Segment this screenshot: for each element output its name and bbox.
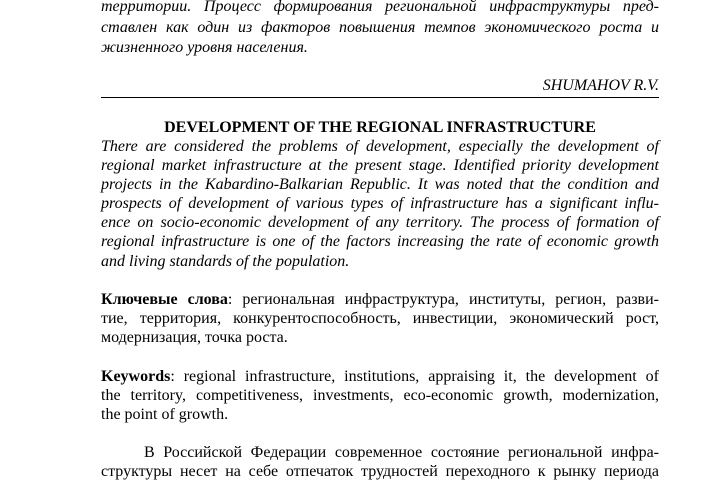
abstract-line-1: There are considered the problems of development, especially the development of (101, 138, 659, 155)
abstract-line-5: ence on socio-economic development of any territory. The process of formation of (101, 214, 659, 231)
top-paragraph-line-2: ставлен как один из факторов повышения темпов экономического роста и (101, 19, 659, 36)
abstract-line-6: regional infrastructure is one of the factors increasing the rate of economic growth (101, 233, 659, 250)
abstract-line-2: regional market infrastructure at the present stage. Identified priority development (101, 157, 659, 174)
keywords-ru-line-1 (101, 290, 659, 309)
keywords-en-text: : regional infrastructure, institutions, appraising it, the development of (170, 368, 659, 385)
section-divider (101, 97, 659, 98)
keywords-en-line-2: the territory, competitiveness, investments, eco-economic growth, modernization, (101, 387, 659, 404)
keywords-en-line-3: the point of growth. (101, 406, 229, 423)
body-line-2-clip (101, 462, 659, 480)
article-title: DEVELOPMENT OF THE REGIONAL INFRASTRUCTURE (164, 119, 596, 136)
body-line-1: В Российской Федерации современное состояние региональной инфра- (144, 444, 659, 461)
body-line-2: структуры несет на себе отпечаток трудностей переходного к рынку периода (101, 463, 659, 480)
keywords-ru-label: Ключевые слова (101, 291, 228, 308)
abstract-line-3: projects in the Kabardino-Balkarian Republic. It was noted that the condition and (101, 176, 659, 193)
keywords-en-label: Keywords (101, 368, 171, 385)
keywords-ru-text: : региональная инфраструктура, институты, регион, разви- (227, 291, 660, 308)
keywords-ru-line-2: тие, территория, конкурентоспособность, инвестиции, экономический рост, (101, 310, 659, 327)
top-paragraph-line-3: жизненного уровня населения. (101, 39, 308, 56)
keywords-ru-line-3: модернизация, точка роста. (101, 329, 288, 346)
author-name: SHUMAHOV R.V. (542, 77, 659, 94)
top-paragraph-line-1: территории. Процесс формирования региональной инфраструктуры пред- (101, 0, 659, 15)
abstract-line-4: prospects of development of various types of infrastructure has a significant influ- (101, 195, 659, 212)
keywords-en-line-1 (101, 367, 659, 386)
abstract-line-7: and living standards of the population. (101, 253, 350, 270)
